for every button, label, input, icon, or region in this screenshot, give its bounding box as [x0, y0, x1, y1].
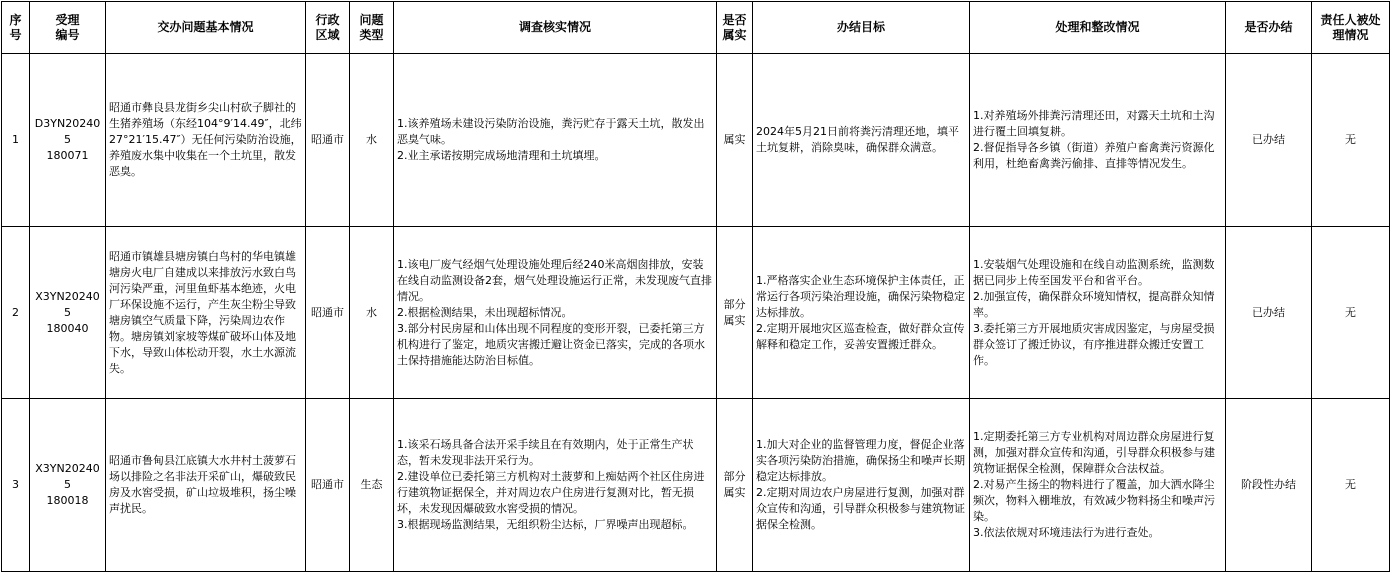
cell-type: 生态: [350, 399, 394, 572]
header-verified: 是否 属实: [717, 2, 753, 54]
header-investigation: 调查核实情况: [394, 2, 717, 54]
cell-investigation: 1.该养殖场未建设污染防治设施，粪污贮存于露天土坑，散发出恶臭气味。 2.业主承诺按期完成场地清理和土坑填埋。: [394, 54, 717, 227]
header-concluded: 是否办结: [1226, 2, 1312, 54]
cell-concluded: 已办结: [1226, 227, 1312, 399]
cell-verified: 部分 属实: [717, 399, 753, 572]
cell-type: 水: [350, 54, 394, 227]
cell-seq: 1: [2, 54, 30, 227]
cell-investigation: 1.该采石场具备合法开采手续且在有效期内，处于正常生产状态，暂未发现非法开采行为。 2.建设单位已委托第三方机构对土菠萝和上痴姑两个社区住房进行建筑物证据保全，并对周边农户住房进行复测对比，暂无损坏，未发现因爆破致水窖受损的情况。 3.根据现场监测结果，无组织粉尘达标，厂界噪声出现超标。: [394, 399, 717, 572]
header-id: 受理 编号: [30, 2, 106, 54]
cell-accountability: 无: [1312, 54, 1390, 227]
cell-seq: 3: [2, 399, 30, 572]
cell-region: 昭通市: [306, 54, 350, 227]
table-row: [2, 54, 1390, 227]
cell-issue: 昭通市镇雄县塘房镇白鸟村的华电镇雄塘房火电厂自建成以来排放污水致白鸟河污染严重，河里鱼虾基本绝迹，火电厂环保设施不运行，产生灰尘粉尘导致塘房镇空气质量下降，污染周边农作物。塘房镇刘家坡等煤矿破坏山体及地下水，导致山体松动开裂，水土水源流失。: [106, 227, 306, 399]
header-row: [2, 2, 1390, 54]
cell-verified: 部分 属实: [717, 227, 753, 399]
cell-id: X3YN202405 180018: [30, 399, 106, 572]
cell-issue: 昭通市彝良县龙街乡尖山村砍子脚社的生猪养殖场（东经104°9′14.49″，北纬27°21′15.47″）无任何污染防治设施，养殖废水集中收集在一个土坑里，散发恶臭。: [106, 54, 306, 227]
cell-issue: 昭通市鲁甸县江底镇大水井村土菠萝石场以排险之名非法开采矿山，爆破致民房及水窖受损，矿山垃圾堆积，扬尘噪声扰民。: [106, 399, 306, 572]
header-issue: 交办问题基本情况: [106, 2, 306, 54]
table-row: [2, 399, 1390, 572]
table-row: [2, 227, 1390, 399]
cell-type: 水: [350, 227, 394, 399]
cell-concluded: 已办结: [1226, 54, 1312, 227]
cell-seq: 2: [2, 227, 30, 399]
cell-id: D3YN202405 180071: [30, 54, 106, 227]
cell-verified: 属实: [717, 54, 753, 227]
cell-rectification: 1.定期委托第三方专业机构对周边群众房屋进行复测，加强对群众宣传和沟通，引导群众积极参与建筑物证据保全检测，保障群众合法权益。 2.对易产生扬尘的物料进行了覆盖，加大洒水降尘频次，物料入棚堆放，有效减少物料扬尘和噪声污染。 3.依法依规对环境违法行为进行查处。: [970, 399, 1226, 572]
cell-id: X3YN202405 180040: [30, 227, 106, 399]
header-seq: 序 号: [2, 2, 30, 54]
cell-accountability: 无: [1312, 399, 1390, 572]
cell-goal: 1.严格落实企业生态环境保护主体责任，正常运行各项污染治理设施，确保污染物稳定达标排放。 2.定期开展地灾区巡查检查，做好群众宣传解释和稳定工作，妥善安置搬迁群众。: [753, 227, 970, 399]
cell-goal: 2024年5月21日前将粪污清理还地，填平土坑复耕，消除臭味，确保群众满意。: [753, 54, 970, 227]
header-accountability: 责任人被处 理情况: [1312, 2, 1390, 54]
cell-region: 昭通市: [306, 399, 350, 572]
cell-goal: 1.加大对企业的监督管理力度，督促企业落实各项污染防治措施，确保扬尘和噪声长期稳定达标排放。 2.定期对周边农户房屋进行复测，加强对群众宣传和沟通，引导群众积极参与建筑物证据保全检测。: [753, 399, 970, 572]
cell-rectification: 1.对养殖场外排粪污清理还田，对露天土坑和土沟进行覆土回填复耕。 2.督促指导各乡镇（街道）养殖户畜禽粪污资源化利用，杜绝畜禽粪污偷排、直排等情况发生。: [970, 54, 1226, 227]
cell-investigation: 1.该电厂废气经烟气处理设施处理后经240米高烟囱排放，安装在线自动监测设备2套，烟气处理设施运行正常，未发现废气直排情况。 2.根据检测结果，未出现超标情况。 3.部分村民房屋和山体出现不同程度的变形开裂，已委托第三方机构进行了鉴定，地质灾害搬迁避让资金已落实，完成的各项水土保持措施能达防治目标值。: [394, 227, 717, 399]
cell-accountability: 无: [1312, 227, 1390, 399]
cell-rectification: 1.安装烟气处理设施和在线自动监测系统，监测数据已同步上传至国发平台和省平台。 2.加强宣传，确保群众环境知情权，提高群众知情率。 3.委托第三方开展地质灾害成因鉴定，与房屋受损群众签订了搬迁协议，有序推进群众搬迁安置工作。: [970, 227, 1226, 399]
complaint-handling-table: [1, 1, 1390, 572]
header-rectification: 处理和整改情况: [970, 2, 1226, 54]
cell-region: 昭通市: [306, 227, 350, 399]
header-region: 行政 区域: [306, 2, 350, 54]
header-type: 问题 类型: [350, 2, 394, 54]
header-goal: 办结目标: [753, 2, 970, 54]
cell-concluded: 阶段性办结: [1226, 399, 1312, 572]
